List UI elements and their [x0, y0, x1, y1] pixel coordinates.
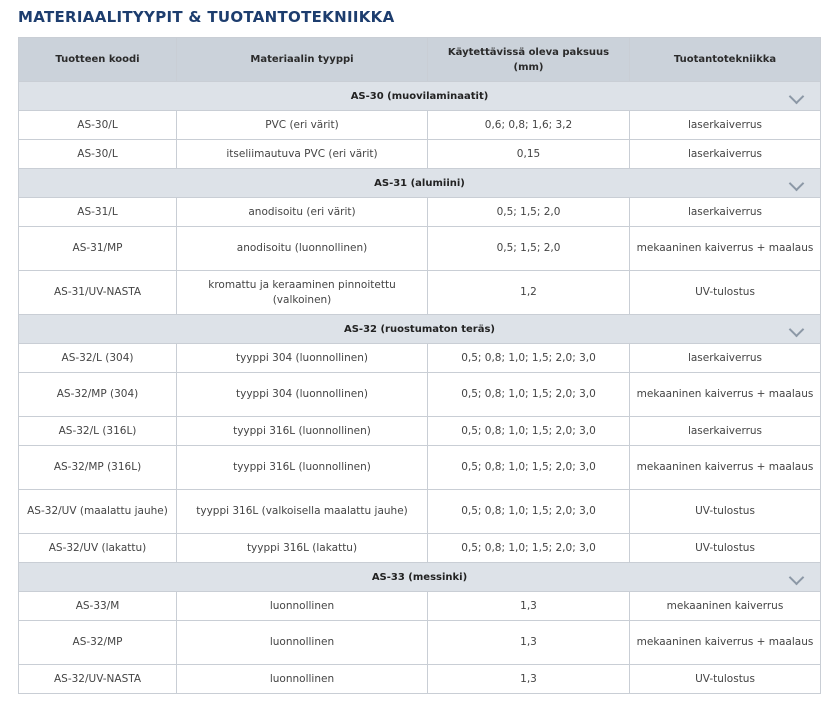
cell-code: AS-32/UV-NASTA [19, 665, 177, 694]
cell-thickness: 1,3 [428, 665, 630, 694]
cell-code: AS-30/L [19, 140, 177, 169]
cell-technique: UV-tulostus [630, 534, 821, 563]
table-row [19, 344, 821, 373]
cell-material: tyyppi 304 (luonnollinen) [177, 373, 428, 417]
group-label: AS-31 (alumiini) [374, 177, 465, 189]
cell-code: AS-33/M [19, 592, 177, 621]
group-label: AS-30 (muovilaminaatit) [350, 90, 489, 102]
cell-code: AS-32/MP (304) [19, 373, 177, 417]
table-row [19, 111, 821, 140]
column-header-material: Materiaalin tyyppi [177, 38, 428, 82]
table-row [19, 271, 821, 315]
table-row [19, 446, 821, 490]
cell-material: PVC (eri värit) [177, 111, 428, 140]
column-header-thickness: Käytettävissä oleva paksuus (mm) [428, 38, 630, 82]
cell-code: AS-32/MP (316L) [19, 446, 177, 490]
cell-technique: laserkaiverrus [630, 417, 821, 446]
cell-technique: UV-tulostus [630, 490, 821, 534]
cell-material: luonnollinen [177, 592, 428, 621]
cell-technique: mekaaninen kaiverrus + maalaus [630, 373, 821, 417]
cell-code: AS-32/UV (maalattu jauhe) [19, 490, 177, 534]
cell-thickness: 0,6; 0,8; 1,6; 3,2 [428, 111, 630, 140]
cell-code: AS-32/L (304) [19, 344, 177, 373]
cell-thickness: 0,5; 0,8; 1,0; 1,5; 2,0; 3,0 [428, 534, 630, 563]
cell-thickness: 0,5; 0,8; 1,0; 1,5; 2,0; 3,0 [428, 417, 630, 446]
table-row [19, 534, 821, 563]
table-row [19, 490, 821, 534]
cell-code: AS-30/L [19, 111, 177, 140]
cell-technique: laserkaiverrus [630, 140, 821, 169]
cell-technique: laserkaiverrus [630, 198, 821, 227]
table-row [19, 227, 821, 271]
cell-technique: mekaaninen kaiverrus + maalaus [630, 446, 821, 490]
cell-material: luonnollinen [177, 621, 428, 665]
cell-material: luonnollinen [177, 665, 428, 694]
materials-table [18, 37, 821, 694]
cell-material: tyyppi 316L (luonnollinen) [177, 446, 428, 490]
table-row [19, 140, 821, 169]
group-header-cell[interactable] [19, 315, 821, 344]
cell-material: tyyppi 316L (luonnollinen) [177, 417, 428, 446]
group-header-cell[interactable] [19, 169, 821, 198]
group-label: AS-33 (messinki) [371, 571, 468, 583]
cell-technique: mekaaninen kaiverrus + maalaus [630, 621, 821, 665]
table-row [19, 621, 821, 665]
table-row [19, 198, 821, 227]
group-row-as33[interactable] [19, 563, 821, 592]
page-title: MATERIAALITYYPIT & TUOTANTOTEKNIIKKA [18, 8, 395, 26]
table-row [19, 665, 821, 694]
cell-material: anodisoitu (luonnollinen) [177, 227, 428, 271]
group-row-as31[interactable] [19, 169, 821, 198]
table-row [19, 417, 821, 446]
cell-code: AS-32/UV (lakattu) [19, 534, 177, 563]
table-row [19, 373, 821, 417]
chevron-down-icon[interactable] [789, 176, 805, 192]
cell-material: tyyppi 304 (luonnollinen) [177, 344, 428, 373]
chevron-down-icon[interactable] [789, 570, 805, 586]
group-header-cell[interactable] [19, 563, 821, 592]
group-row-as30[interactable] [19, 82, 821, 111]
cell-thickness: 0,5; 0,8; 1,0; 1,5; 2,0; 3,0 [428, 344, 630, 373]
cell-thickness: 0,5; 1,5; 2,0 [428, 227, 630, 271]
cell-thickness: 0,5; 1,5; 2,0 [428, 198, 630, 227]
cell-technique: mekaaninen kaiverrus + maalaus [630, 227, 821, 271]
group-label: AS-32 (ruostumaton teräs) [343, 323, 495, 335]
group-row-as32[interactable] [19, 315, 821, 344]
cell-technique: UV-tulostus [630, 665, 821, 694]
cell-code: AS-32/L (316L) [19, 417, 177, 446]
cell-technique: laserkaiverrus [630, 111, 821, 140]
cell-material: itseliimautuva PVC (eri värit) [177, 140, 428, 169]
cell-thickness: 1,2 [428, 271, 630, 315]
cell-material: anodisoitu (eri värit) [177, 198, 428, 227]
chevron-down-icon[interactable] [789, 89, 805, 105]
cell-code: AS-32/MP [19, 621, 177, 665]
table-header-row [19, 38, 821, 82]
cell-material: tyyppi 316L (valkoisella maalattu jauhe) [177, 490, 428, 534]
cell-material: tyyppi 316L (lakattu) [177, 534, 428, 563]
chevron-down-icon[interactable] [789, 322, 805, 338]
cell-code: AS-31/L [19, 198, 177, 227]
cell-thickness: 0,5; 0,8; 1,0; 1,5; 2,0; 3,0 [428, 490, 630, 534]
group-header-cell[interactable] [19, 82, 821, 111]
table-row [19, 592, 821, 621]
cell-code: AS-31/MP [19, 227, 177, 271]
column-header-technique: Tuotantotekniikka [630, 38, 821, 82]
cell-technique: UV-tulostus [630, 271, 821, 315]
column-header-code: Tuotteen koodi [19, 38, 177, 82]
cell-thickness: 0,15 [428, 140, 630, 169]
cell-material: kromattu ja keraaminen pinnoitettu (valkoinen) [177, 271, 428, 315]
cell-thickness: 1,3 [428, 621, 630, 665]
cell-technique: laserkaiverrus [630, 344, 821, 373]
cell-thickness: 0,5; 0,8; 1,0; 1,5; 2,0; 3,0 [428, 373, 630, 417]
cell-thickness: 0,5; 0,8; 1,0; 1,5; 2,0; 3,0 [428, 446, 630, 490]
cell-code: AS-31/UV-NASTA [19, 271, 177, 315]
cell-technique: mekaaninen kaiverrus [630, 592, 821, 621]
cell-thickness: 1,3 [428, 592, 630, 621]
